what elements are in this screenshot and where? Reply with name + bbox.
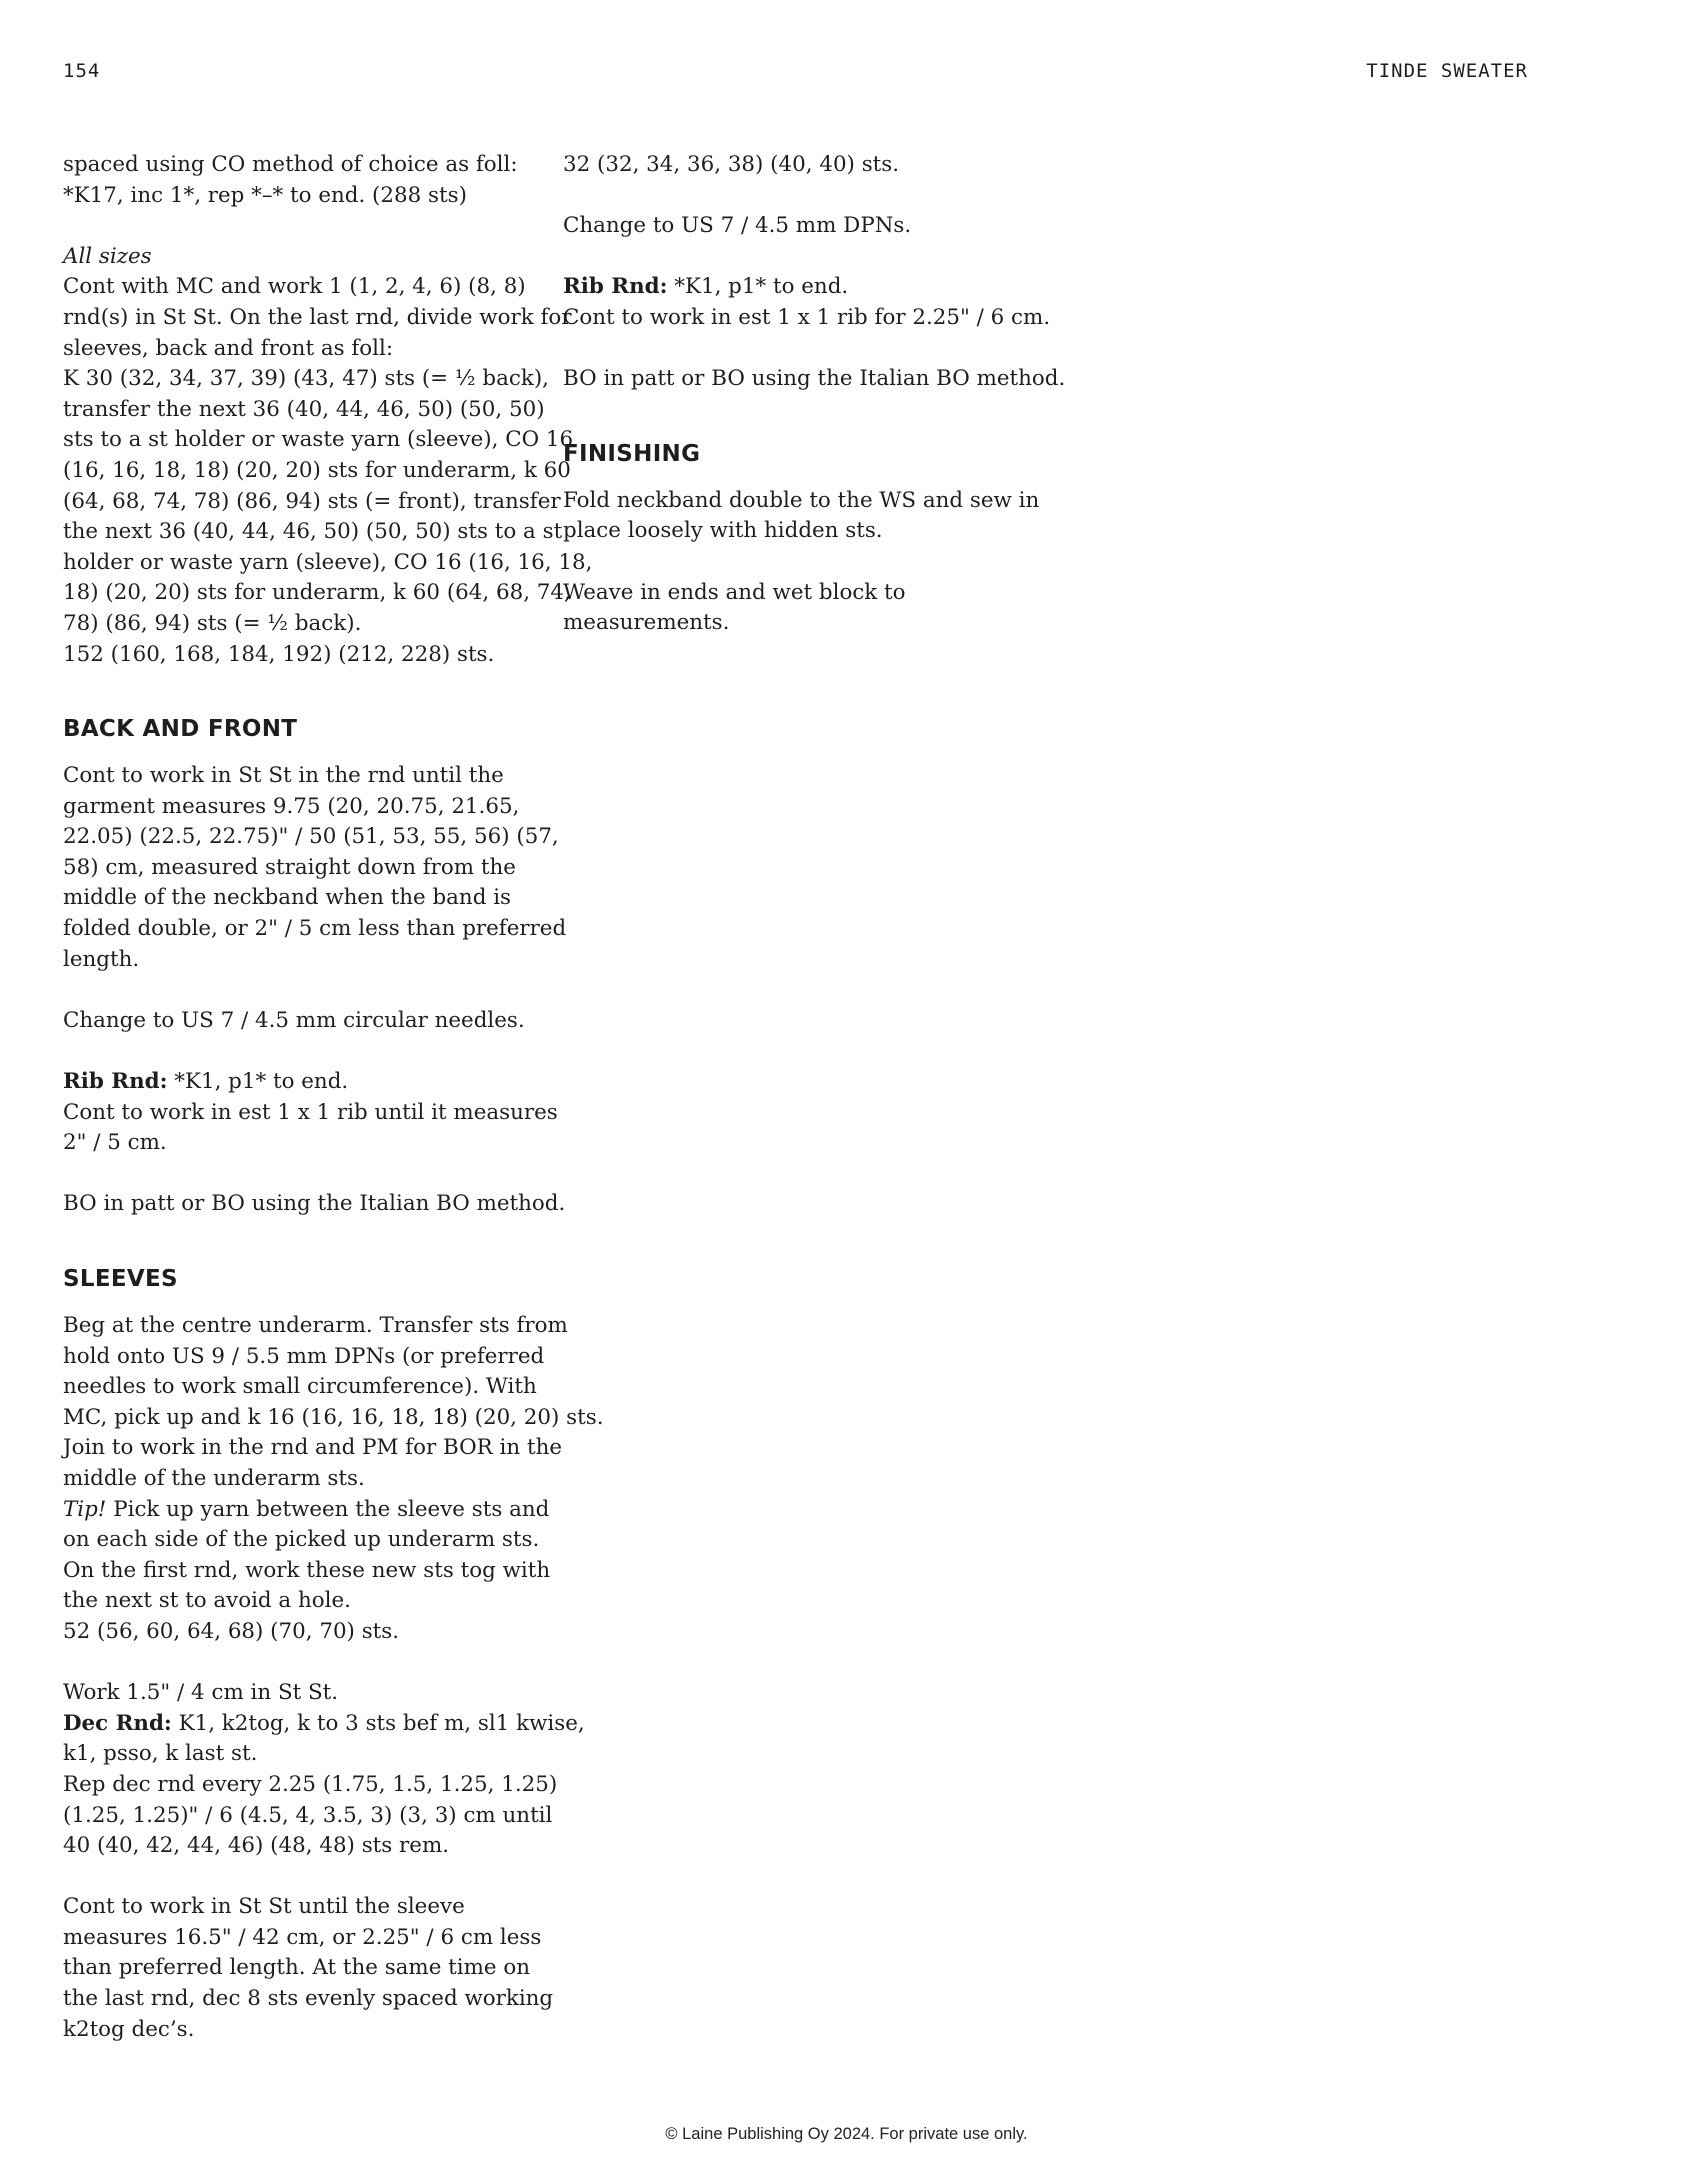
- text-line: 32 (32, 34, 36, 38) (40, 40) sts.: [563, 152, 900, 177]
- sleeves-paragraph: [63, 1311, 604, 1648]
- text-line: Weave in ends and wet block to: [563, 579, 906, 605]
- text-line: measurements.: [563, 610, 730, 636]
- rib-text: *K1, p1* to end.: [667, 274, 849, 300]
- dec-text: K1, k2tog, k to 3 sts bef m, sl1 kwise,: [171, 1710, 585, 1736]
- text-line: 52 (56, 60, 64, 68) (70, 70) sts.: [63, 1618, 400, 1644]
- tip-label: Tip!: [63, 1496, 107, 1522]
- text-line: Fold neckband double to the WS and sew in: [563, 487, 1040, 513]
- text-line: Beg at the centre underarm. Transfer sts from: [63, 1313, 568, 1338]
- text-line: the last rnd, dec 8 sts evenly spaced working: [63, 1986, 554, 2012]
- decrease-paragraph: [63, 1678, 585, 1862]
- text-line: on each side of the picked up underarm sts.: [63, 1527, 540, 1553]
- bind-off-paragraph: [63, 1189, 566, 1220]
- text-line: Cont to work in St St until the sleeve: [63, 1894, 465, 1920]
- text-line: On the first rnd, work these new sts tog with: [63, 1557, 551, 1583]
- back-front-heading: BACK AND FRONT: [63, 716, 298, 743]
- text-line: the next st to avoid a hole.: [63, 1588, 351, 1614]
- text-line: sts to a st holder or waste yarn (sleeve), CO 16: [63, 427, 574, 453]
- text-line: transfer the next 36 (40, 44, 46, 50) (50, 50): [63, 396, 545, 422]
- all-sizes-label: All sizes: [63, 243, 152, 269]
- text-line: middle of the underarm sts.: [63, 1465, 365, 1491]
- text-line: (64, 68, 74, 78) (86, 94) sts (= front), transfer: [63, 488, 561, 514]
- text-line: (16, 16, 18, 18) (20, 20) sts for underarm, k 60: [63, 457, 571, 483]
- text-line: k2tog dec’s.: [63, 2016, 195, 2042]
- sleeves-heading: SLEEVES: [63, 1266, 178, 1292]
- text-line: [63, 1495, 550, 1526]
- text-line: Rep dec rnd every 2.25 (1.75, 1.5, 1.25, 1.25): [63, 1771, 558, 1797]
- running-title: TINDE SWEATER: [1366, 60, 1528, 82]
- text-line: 78) (86, 94) sts (= ½ back).: [63, 610, 362, 636]
- rib-text: *K1, p1* to end.: [167, 1069, 349, 1095]
- text-line: than preferred length. At the same time on: [63, 1955, 531, 1981]
- left-column: [63, 150, 604, 2045]
- finishing-heading: FINISHING: [563, 440, 701, 467]
- text-line: needles to work small circumference). With: [63, 1374, 537, 1400]
- stitch-count-paragraph: [563, 150, 1043, 181]
- rib-label: Rib Rnd:: [63, 1069, 168, 1095]
- text-line: Cont to work in est 1 x 1 rib for 2.25" / 6 cm.: [563, 304, 1051, 330]
- cuff-rib-paragraph: [563, 272, 1051, 333]
- text-line: (1.25, 1.25)" / 6 (4.5, 4, 3.5, 3) (3, 3) cm until: [63, 1802, 553, 1828]
- text-line: length.: [63, 946, 140, 972]
- text-line: *K17, inc 1*, rep *–* to end. (288 sts): [63, 182, 467, 208]
- text-line: Cont with MC and work 1 (1, 2, 4, 6) (8, 8): [63, 274, 526, 300]
- text-line: sleeves, back and front as foll:: [63, 335, 394, 361]
- text-line: k1, psso, k last st.: [63, 1741, 258, 1767]
- text-line: folded double, or 2" / 5 cm less than preferred: [63, 916, 567, 942]
- text-line: 40 (40, 42, 44, 46) (48, 48) sts rem.: [63, 1833, 450, 1859]
- intro-paragraph: [63, 150, 533, 211]
- text-line: 2" / 5 cm.: [63, 1130, 167, 1156]
- text-line: 22.05) (22.5, 22.75)" / 50 (51, 53, 55, 56) (57,: [63, 824, 559, 850]
- text-line: garment measures 9.75 (20, 20.75, 21.65,: [63, 793, 520, 819]
- page-number: 154: [63, 60, 101, 82]
- text-line: 152 (160, 168, 184, 192) (212, 228) sts.: [63, 641, 495, 667]
- text-line: Work 1.5" / 4 cm in St St.: [63, 1680, 339, 1706]
- text-line: [563, 272, 1043, 303]
- text-line: Cont to work in est 1 x 1 rib until it measures: [63, 1099, 558, 1125]
- rib-label: Rib Rnd:: [563, 274, 668, 300]
- tip-text: Pick up yarn between the sleeve sts and: [106, 1496, 550, 1522]
- text-line: MC, pick up and k 16 (16, 16, 18, 18) (20, 20) sts.: [63, 1404, 604, 1430]
- sleeve-length-paragraph: [63, 1892, 554, 2045]
- back-front-paragraph: [63, 761, 567, 975]
- text-line: Join to work in the rnd and PM for BOR in the: [63, 1435, 563, 1461]
- text-line: BO in patt or BO using the Italian BO method.: [563, 366, 1066, 392]
- right-column: [563, 150, 1066, 639]
- dpn-change-paragraph: [563, 211, 1043, 242]
- text-line: 58) cm, measured straight down from the: [63, 854, 516, 880]
- rib-paragraph: [63, 1067, 558, 1159]
- text-line: Change to US 7 / 4.5 mm DPNs.: [563, 213, 912, 239]
- text-line: Cont to work in St St in the rnd until the: [63, 763, 504, 789]
- text-line: [63, 1709, 585, 1740]
- finishing-paragraph-1: [563, 486, 1043, 547]
- needle-change-paragraph: [63, 1006, 533, 1037]
- text-line: spaced using CO method of choice as foll:: [63, 152, 518, 177]
- text-line: BO in patt or BO using the Italian BO method.: [63, 1191, 566, 1217]
- text-line: holder or waste yarn (sleeve), CO 16 (16, 16, 18,: [63, 549, 593, 575]
- text-line: place loosely with hidden sts.: [563, 518, 883, 544]
- text-line: the next 36 (40, 44, 46, 50) (50, 50) sts to a st: [63, 519, 563, 545]
- text-line: hold onto US 9 / 5.5 mm DPNs (or preferred: [63, 1343, 545, 1369]
- cuff-bind-off-paragraph: [563, 364, 1066, 395]
- text-line: middle of the neckband when the band is: [63, 885, 512, 911]
- text-line: K 30 (32, 34, 37, 39) (43, 47) sts (= ½ back),: [63, 366, 549, 392]
- finishing-paragraph-2: [563, 578, 1043, 639]
- text-line: rnd(s) in St St. On the last rnd, divide work for: [63, 304, 572, 330]
- copyright-footer: © Laine Publishing Oy 2024. For private use only.: [665, 2125, 1028, 2143]
- text-line: Change to US 7 / 4.5 mm circular needles.: [63, 1007, 525, 1033]
- text-line: [63, 1067, 533, 1098]
- text-line: measures 16.5" / 42 cm, or 2.25" / 6 cm less: [63, 1924, 542, 1950]
- dec-label: Dec Rnd:: [63, 1710, 172, 1736]
- all-sizes-paragraph: [63, 242, 593, 670]
- text-line: 18) (20, 20) sts for underarm, k 60 (64, 68, 74,: [63, 580, 571, 606]
